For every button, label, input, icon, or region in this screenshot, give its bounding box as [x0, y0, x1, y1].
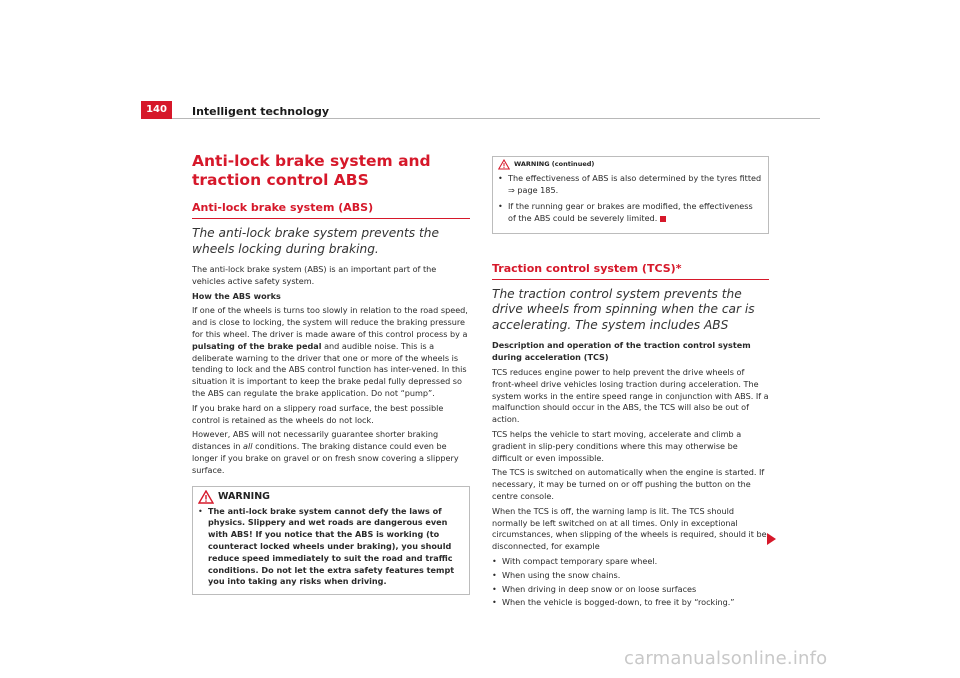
right-column: [492, 156, 769, 611]
bullet: •: [198, 505, 203, 516]
bullet: •: [498, 201, 503, 212]
list-item: [492, 570, 769, 582]
running-header: Intelligent technology: [192, 105, 330, 118]
warning-triangle-icon: [198, 490, 214, 504]
page-reference-link[interactable]: ⇒ page 185.: [508, 184, 559, 195]
bullet: •: [498, 172, 503, 183]
bullet: •: [492, 556, 497, 567]
subheading-how-abs-works: How the ABS works: [192, 290, 281, 301]
paragraph: [192, 305, 470, 399]
paragraph: [192, 429, 470, 476]
warning-item: [498, 201, 763, 228]
paragraph: The TCS is switched on automatically when the engine is started. If necessary, it may be turned on or off pushing the button on the centre console.: [492, 467, 765, 502]
warning-header: [498, 159, 763, 171]
section-intro-tcs: The traction control system prevents the drive wheels from spinning when the car is accelerating. The system includes ABS: [492, 286, 755, 332]
chapter-title: Anti-lock brake system and traction control ABS: [192, 152, 431, 189]
bullet: •: [492, 583, 497, 594]
list-item-text: When using the snow chains.: [502, 569, 621, 580]
warning-text: The anti-lock brake system cannot defy the laws of physics. Slippery and wet roads are dangerous even with ABS! If you notice that the ABS is working (to counteract locked wheels under braking), you should reduce speed immediately to suit the road and traffic conditions. Do not let the extra safety features tempt you into taking any risks when driving.: [208, 505, 455, 587]
watermark: carmanualsonline.info: [624, 648, 828, 669]
list-item-text: When driving in deep snow or on loose surfaces: [502, 583, 697, 594]
warning-item: [498, 173, 763, 200]
text: conditions. The braking distance could even be longer if you brake on gravel or on fresh snow covering a slippery surface.: [192, 441, 459, 475]
warning-title: WARNING: [218, 490, 270, 502]
text: If one of the wheels is turns too slowly in relation to the road speed, and is close to locking, the system will reduce the braking pressure for this wheel. The driver is made aware of this control process by a: [192, 305, 468, 339]
left-column: [192, 152, 470, 595]
warning-header: [198, 490, 464, 504]
bullet: •: [492, 569, 497, 580]
list-item-text: With compact temporary spare wheel.: [502, 556, 658, 567]
emphasis: all: [243, 441, 253, 452]
paragraph: If you brake hard on a slippery road surface, the best possible control is retained as the wheels do not lock.: [192, 402, 444, 425]
warning-text: [508, 201, 763, 225]
text: However, ABS will not necessarily guarantee shorter braking distances in: [192, 429, 439, 452]
bullet: •: [492, 597, 497, 608]
text: The effectiveness of ABS is also determined by the tyres fitted: [508, 172, 762, 183]
paragraph: TCS helps the vehicle to start moving, accelerate and climb a gradient in slip-pery conditions where this may otherwise be difficult or even impossible.: [492, 429, 742, 463]
text: If the running gear or brakes are modified, the effectiveness of the ABS could be severely limited.: [508, 201, 753, 224]
header-divider: [172, 118, 820, 119]
list-item: [492, 556, 769, 568]
next-page-arrow-icon[interactable]: [767, 533, 776, 545]
subheading-tcs-operation: Description and operation of the traction control system during acceleration (TCS): [492, 340, 751, 363]
page-number: 140: [141, 101, 172, 119]
list-item: [492, 584, 769, 596]
tcs-conditions-list: [492, 556, 769, 609]
warning-title: WARNING (continued): [514, 160, 595, 168]
end-marker-icon: [660, 216, 666, 222]
section-title-abs: Anti-lock brake system (ABS): [192, 201, 374, 214]
paragraph: The anti-lock brake system (ABS) is an important part of the vehicles active safety system.: [192, 264, 437, 286]
list-item-text: When the vehicle is bogged-down, to free it by “rocking.”: [502, 597, 735, 608]
section-divider: [492, 279, 769, 280]
paragraph: When the TCS is off, the warning lamp is lit. The TCS should normally be left switched on at all times. Only in exceptional circumstances, when slipping of the wheels is required, should it be disconnected, for example: [492, 505, 767, 552]
warning-box: [192, 486, 470, 596]
warning-box-continued: [492, 156, 769, 234]
emphasis: pulsating of the brake pedal: [192, 340, 322, 351]
warning-triangle-icon: [498, 159, 510, 170]
section-title-tcs: Traction control system (TCS)*: [492, 261, 682, 275]
section-divider: [192, 218, 470, 219]
warning-text: [508, 173, 761, 197]
list-item: [492, 597, 769, 609]
warning-item: [198, 506, 464, 589]
section-intro-abs: The anti-lock brake system prevents the wheels locking during braking.: [192, 226, 440, 256]
text: and audible noise. This is a deliberate warning to the driver that one or more of the wheels is tending to lock and the ABS control function has inter-vened. In this situation it is important to keep the brake pedal fully depressed so the ABS can regulate the brake application. Do not “pump”.: [192, 340, 467, 398]
paragraph: TCS reduces engine power to help prevent the drive wheels of front-wheel drive vehicles losing traction during acceleration. The system works in the entire speed range in conjunction with ABS. If a malfunction should occur in the ABS, the TCS will also be out of action.: [492, 367, 769, 425]
